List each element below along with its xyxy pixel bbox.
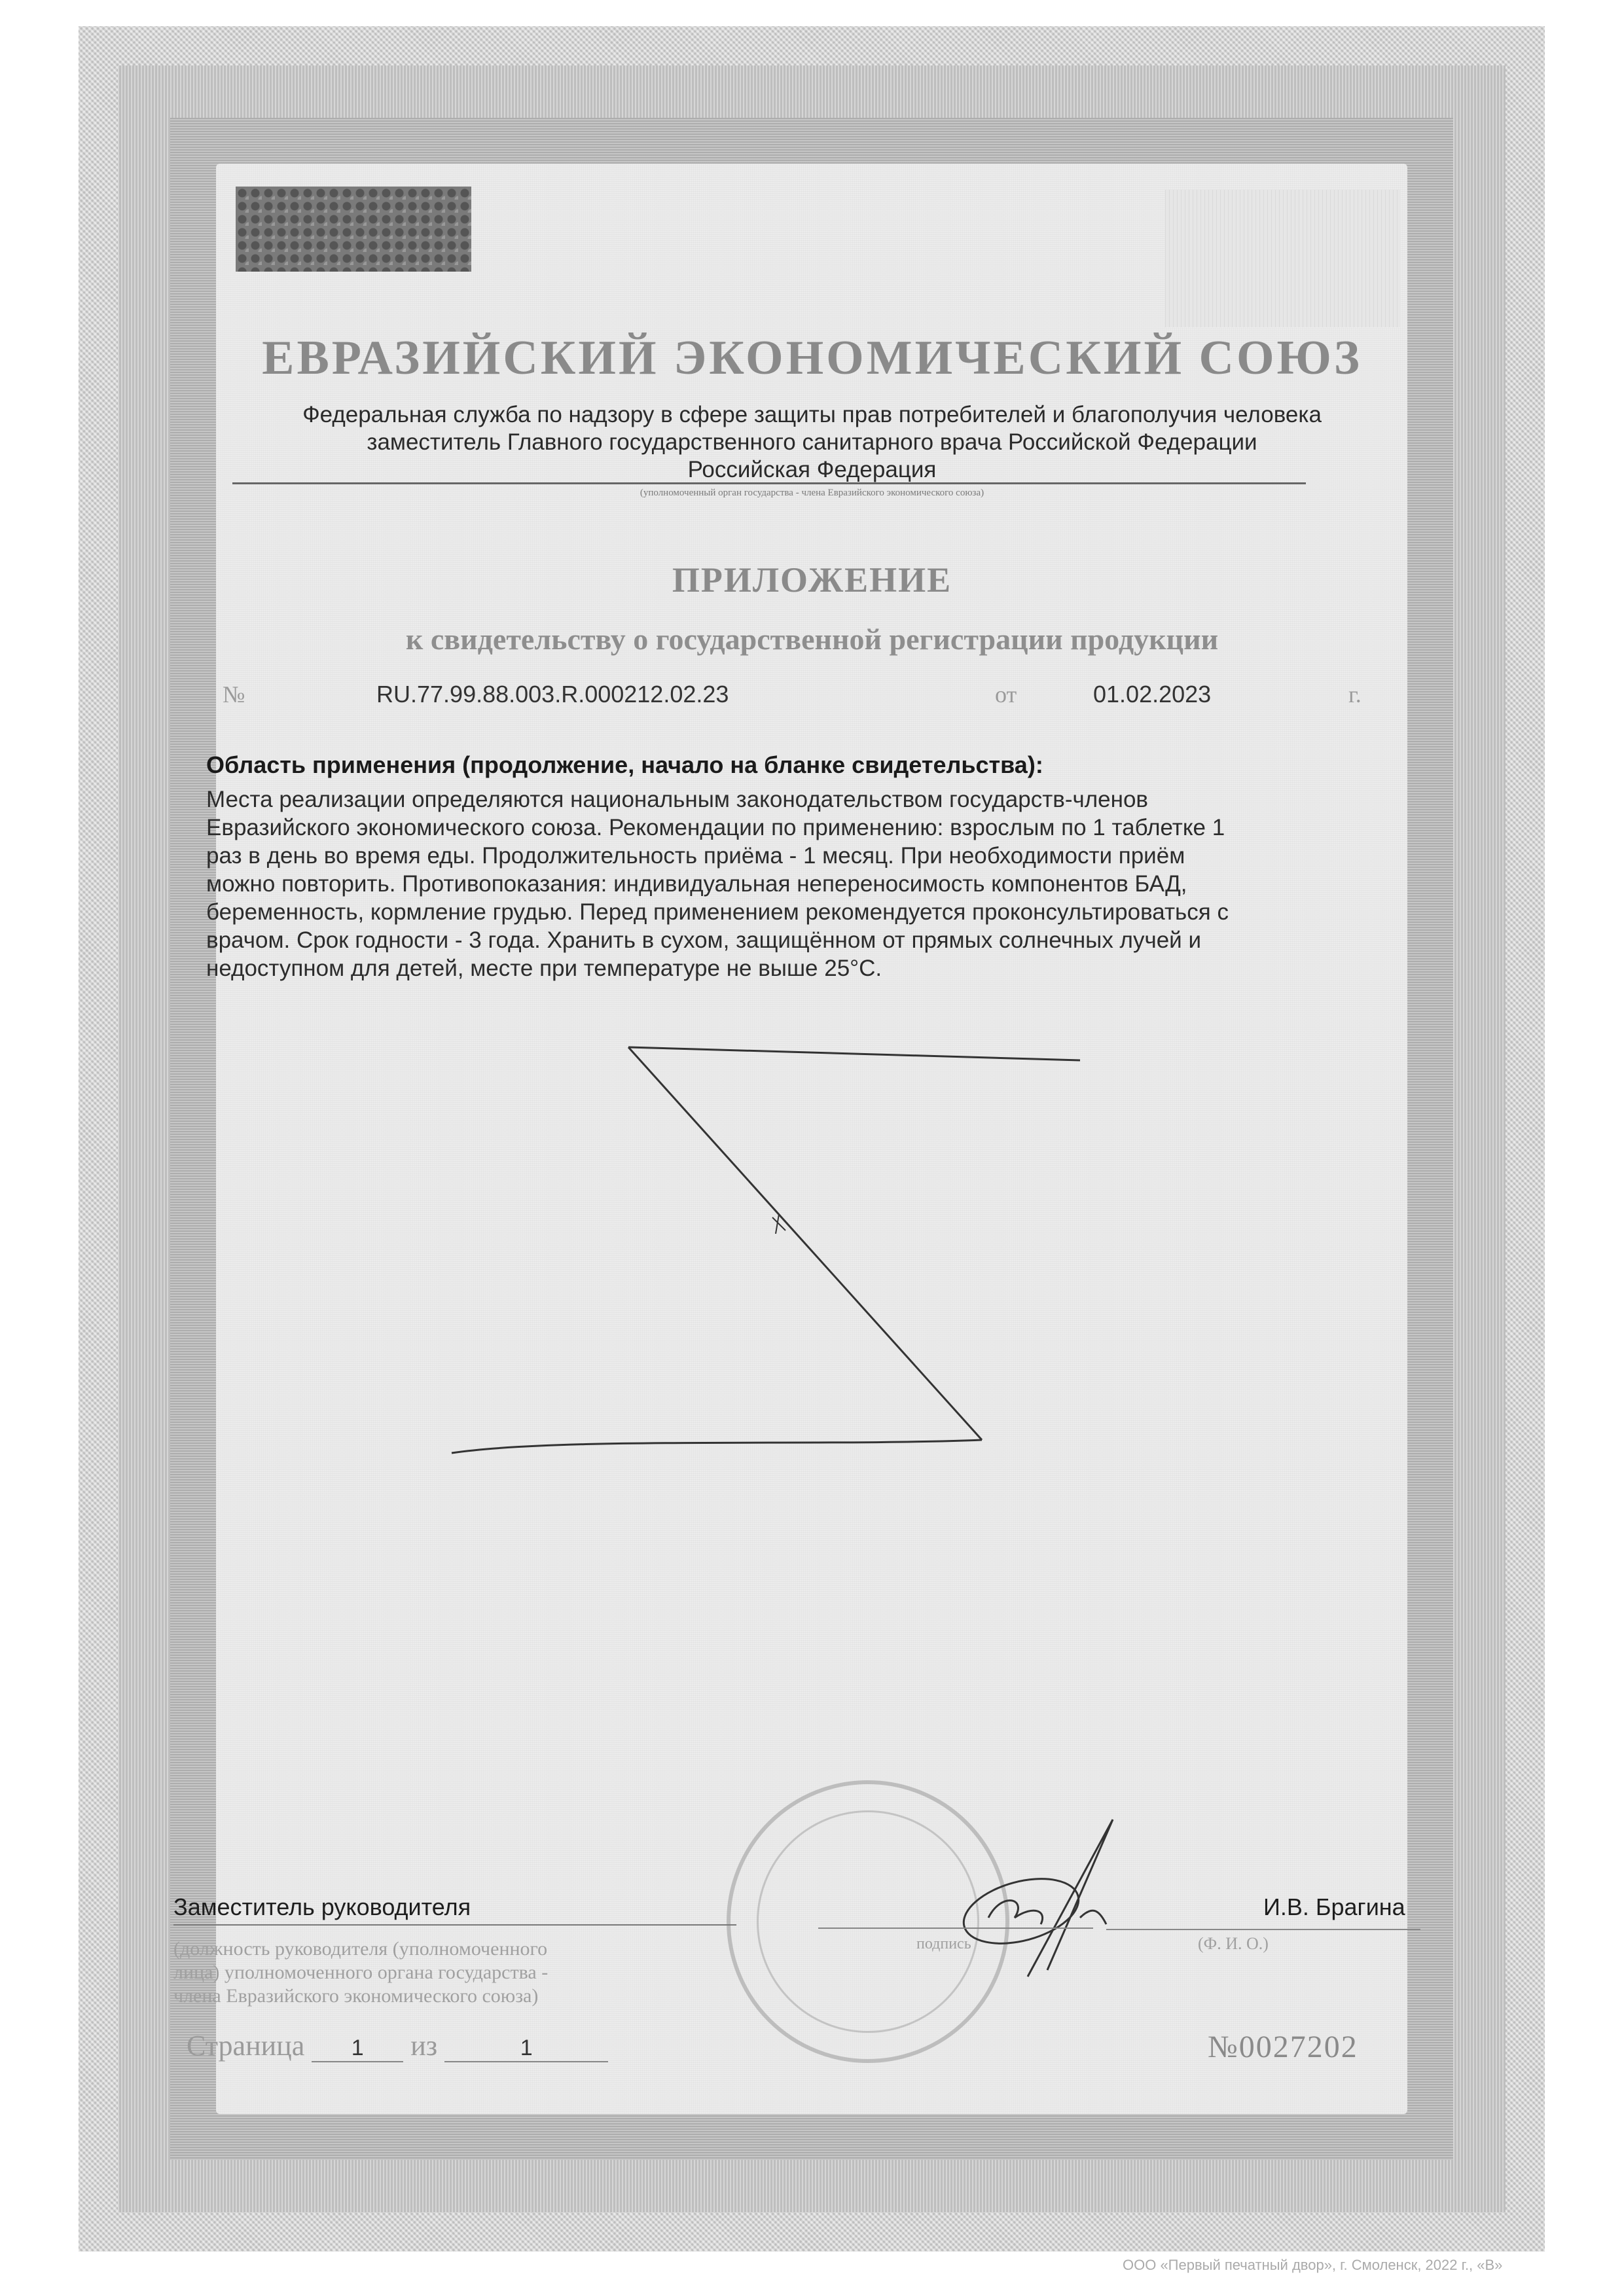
appendix-title: ПРИЛОЖЕНИЕ <box>672 560 952 600</box>
signature-caption: подпись <box>916 1935 971 1952</box>
page-total: 1 <box>444 2036 608 2062</box>
section-heading: Область применения (продолжение, начало на бланке свидетельства): <box>206 751 1043 778</box>
year-suffix: г. <box>1348 681 1362 708</box>
agency-line-2: заместитель Главного государственного санитарного врача Российской Федерации <box>367 429 1257 455</box>
cancellation-z-mark-icon <box>432 1034 1119 1479</box>
signature-underline <box>818 1928 1093 1929</box>
body-line: беременность, кормление грудью. Перед применением рекомендуется проконсультироваться с <box>206 899 1229 925</box>
body-line: можно повторить. Противопоказания: индивидуальная непереносимость компонентов БАД, <box>206 871 1187 897</box>
position-underline <box>173 1924 736 1926</box>
form-serial-number: №0027202 <box>1208 2030 1358 2064</box>
certificate-number: RU.77.99.88.003.R.000212.02.23 <box>376 681 729 708</box>
body-line: недоступном для детей, месте при температуре не выше 25°С. <box>206 956 882 981</box>
body-line: Евразийского экономического союза. Рекомендации по применению: взрослым по 1 таблетке 1 <box>206 815 1225 840</box>
printer-note: ООО «Первый печатный двор», г. Смоленск, 2022 г., «В» <box>1123 2257 1503 2273</box>
agency-caption: (уполномоченный орган государства - члена Евразийского экономического союза) <box>640 488 984 498</box>
page-counter <box>187 2029 608 2062</box>
application-text <box>206 785 1437 982</box>
body-line: Места реализации определяются национальным законодательством государств-членов <box>206 787 1148 812</box>
certificate-date: 01.02.2023 <box>1093 681 1212 708</box>
handwritten-signature-icon <box>943 1806 1178 1990</box>
agency-line-3: Российская Федерация <box>687 457 937 482</box>
position-caption: (должность руководителя (уполномоченного лица) уполномоченного органа государства - члена Евразийского экономического союза) <box>173 1938 549 2007</box>
security-pattern-icon <box>236 187 471 272</box>
number-label: № <box>223 681 245 708</box>
date-label: от <box>995 681 1017 708</box>
page-current: 1 <box>312 2036 403 2062</box>
page-of-label: из <box>410 2030 438 2062</box>
name-caption: (Ф. И. О.) <box>1198 1934 1269 1953</box>
agency-underline <box>232 482 1306 484</box>
signer-name: И.В. Брагина <box>1263 1893 1405 1920</box>
page-label: Страница <box>187 2030 305 2062</box>
body-line: раз в день во время еды. Продолжительность приёма - 1 месяц. При необходимости приём <box>206 843 1185 869</box>
appendix-subtitle: к свидетельству о государственной регистрации продукции <box>405 622 1219 656</box>
agency-line-1: Федеральная служба по надзору в сфере защиты прав потребителей и благополучия человека <box>302 402 1322 427</box>
hologram-area <box>1165 190 1401 327</box>
union-title: ЕВРАЗИЙСКИЙ ЭКОНОМИЧЕСКИЙ СОЮЗ <box>262 331 1362 385</box>
signer-position: Заместитель руководителя <box>173 1893 471 1920</box>
name-underline <box>1106 1929 1420 1930</box>
body-line: врачом. Срок годности - 3 года. Хранить в сухом, защищённом от прямых солнечных лучей и <box>206 927 1202 953</box>
